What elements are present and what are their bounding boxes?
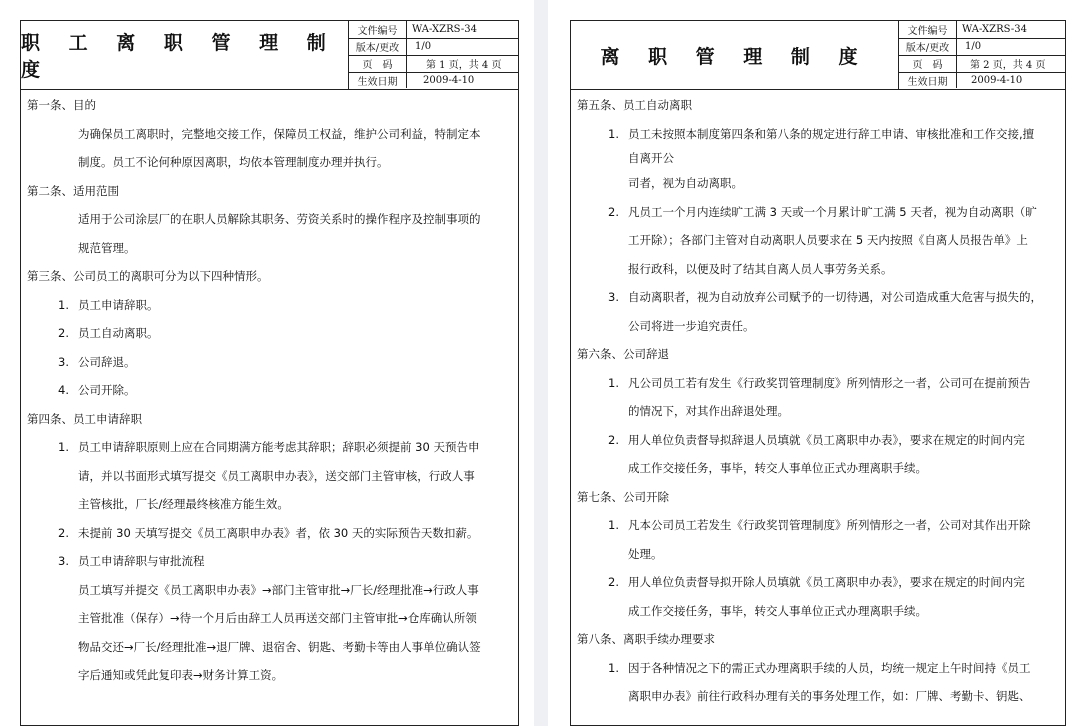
list-number: 4. <box>58 383 69 397</box>
meta-value: 2009-4-10 <box>423 74 475 86</box>
section-heading: 第六条、公司辞退 <box>577 347 669 361</box>
list-number: 1. <box>58 440 69 454</box>
paragraph-line: 员工填写并提交《员工离职申办表》→部门主管审批→厂长/经理批准→行政人事 <box>78 582 479 597</box>
doc-header <box>571 21 1065 90</box>
list-item-text: 用人单位负责督导拟开除人员填就《员工离职申办表》，要求在规定的时间内完 <box>628 575 1025 589</box>
list-item <box>577 568 1061 597</box>
paragraph-line: 处理。 <box>628 546 663 561</box>
doc-header <box>21 21 518 90</box>
doc-title: 离 职 管 理 制 度 <box>571 21 899 89</box>
list-number: 1. <box>58 297 69 312</box>
list-item <box>577 283 1061 312</box>
meta-value: 2009-4-10 <box>971 74 1023 86</box>
meta-value: 1/0 <box>965 41 982 52</box>
list-item <box>577 369 1061 398</box>
section-heading: 第八条、离职手续办理要求 <box>577 632 715 646</box>
meta-row-page <box>349 55 518 73</box>
doc-meta-table <box>349 21 518 89</box>
doc-title: 职 工 离 职 管 理 制 度 <box>21 21 349 89</box>
list-item-text: 员工申请辞职与审批流程 <box>78 554 205 568</box>
paragraph-line: 报行政科，以便及时了结其自离人员人事劳务关系。 <box>628 261 893 276</box>
meta-label: 版本/更改 <box>349 38 407 55</box>
list-number: 3. <box>608 290 619 304</box>
list-item-text: 员工未按照本制度第四条和第八条的规定进行辞工申请、审核批准和工作交接,擅 <box>628 126 1035 141</box>
list-item <box>27 291 514 320</box>
list-item-text: 未提前 30 天填写提交《员工离职申办表》者，依 30 天的实际预告天数扣薪。 <box>78 525 479 540</box>
paragraph-line: 主管批准（保存）→待一个月后由辞工人员再送交部门主管审批→仓库确认所领 <box>78 611 477 625</box>
doc-meta-table <box>899 21 1065 89</box>
list-item-text: 因于各种情况之下的需正式办理离职手续的人员，均统一规定上午时间持《员工 <box>628 660 1031 675</box>
list-item <box>27 319 514 348</box>
paragraph-line: 主管核批，厂长/经理最终核准方能生效。 <box>78 497 289 511</box>
list-item-text: 公司开除。 <box>78 383 136 397</box>
paragraph-line: 的情况下，对其作出辞退处理。 <box>628 404 789 418</box>
paragraph-line: 成工作交接任务，事毕，转交人事单位正式办理离职手续。 <box>628 603 927 618</box>
meta-value: WA-XZRS-34 <box>412 24 477 35</box>
section-heading: 第一条、目的 <box>27 98 96 112</box>
document-page-2 <box>548 0 1080 726</box>
paragraph-line: 制度。员工不论何种原因离职，均依本管理制度办理并执行。 <box>78 155 389 169</box>
section-heading: 第七条、公司开除 <box>577 489 669 504</box>
list-number: 2. <box>58 326 69 340</box>
section-heading: 第三条、公司员工的离职可分为以下四种情形。 <box>27 269 269 283</box>
page-frame <box>570 20 1066 726</box>
meta-row-date <box>899 72 1065 88</box>
meta-label: 文件编号 <box>899 21 957 38</box>
list-item <box>577 426 1061 455</box>
list-item-text: 凡本公司员工若发生《行政奖罚管理制度》所列情形之一者，公司对其作出开除 <box>628 518 1031 532</box>
list-item-text: 用人单位负责督导拟辞退人员填就《员工离职申办表》，要求在规定的时间内完 <box>628 432 1025 447</box>
list-item <box>27 433 514 462</box>
meta-value: 第 1 页，共 4 页 <box>426 60 502 71</box>
paragraph-line: 司者，视为自动离职。 <box>628 176 743 190</box>
meta-label: 生效日期 <box>899 72 957 88</box>
meta-value: WA-XZRS-34 <box>962 24 1027 35</box>
paragraph-line: 规范管理。 <box>78 240 136 255</box>
section-heading: 第二条、适用范围 <box>27 183 119 198</box>
paragraph-line: 请，并以书面形式填写提交《员工离职申办表》，送交部门主管审核，行政人事 <box>78 468 475 483</box>
list-number: 2. <box>608 575 619 589</box>
meta-row-doc-no <box>349 21 518 39</box>
list-number: 3. <box>58 354 69 369</box>
meta-row-version <box>899 38 1065 56</box>
list-number: 2. <box>608 204 619 219</box>
section-heading: 第四条、员工申请辞职 <box>27 411 142 426</box>
paragraph-line: 工开除）；各部门主管对自动离职人员要求在 5 天内按照《自离人员报告单》上 <box>628 233 1028 247</box>
paragraph-line: 适用于公司涂层厂的在职人员解除其职务、劳资关系时的操作程序及控制事项的 <box>78 212 481 226</box>
list-item <box>27 348 514 377</box>
list-number: 3. <box>58 554 69 568</box>
meta-row-page <box>899 55 1065 73</box>
meta-label: 页 码 <box>349 55 407 72</box>
meta-label: 页 码 <box>899 55 957 72</box>
meta-label: 生效日期 <box>349 72 407 88</box>
document-page-1 <box>0 0 534 726</box>
list-number: 1. <box>608 126 619 141</box>
list-item <box>27 519 514 548</box>
list-item-text: 凡员工一个月内连续旷工满 3 天或一个月累计旷工满 5 天者，视为自动离职（旷 <box>628 204 1037 219</box>
list-item <box>577 120 1061 149</box>
list-number: 2. <box>608 432 619 447</box>
paragraph-line: 离职申办表》前往行政科办理有关的事务处理工作，如：厂牌、考勤卡、钥匙、 <box>628 689 1031 703</box>
doc-body <box>577 91 1061 711</box>
list-item-text: 员工申请辞职。 <box>78 297 159 312</box>
paragraph-line: 公司将进一步追究责任。 <box>628 318 755 333</box>
list-item-text: 员工申请辞职原则上应在合同期满方能考虑其辞职；辞职必须提前 30 天预告申 <box>78 440 480 454</box>
list-item <box>577 511 1061 540</box>
meta-label: 版本/更改 <box>899 38 957 55</box>
meta-value: 1/0 <box>415 41 432 52</box>
list-item-text: 自动离职者，视为自动放弃公司赋予的一切待遇，对公司造成重大危害与损失的， <box>628 290 1042 304</box>
list-item <box>577 198 1061 227</box>
paragraph-line: 成工作交接任务，事毕，转交人事单位正式办理离职手续。 <box>628 461 927 475</box>
list-item <box>27 376 514 405</box>
list-item-text: 凡公司员工若有发生《行政奖罚管理制度》所列情形之一者，公司可在提前预告 <box>628 375 1031 390</box>
paragraph-line: 自离开公 <box>628 151 674 165</box>
list-item <box>27 547 514 576</box>
list-item-text: 公司辞退。 <box>78 354 136 369</box>
meta-label: 文件编号 <box>349 21 407 38</box>
meta-row-version <box>349 38 518 56</box>
list-number: 1. <box>608 375 619 390</box>
paragraph-line: 字后通知或凭此复印表→财务计算工资。 <box>78 668 284 682</box>
doc-body <box>27 91 514 690</box>
paragraph-line: 物品交还→厂长/经理批准→退厂牌、退宿舍、钥匙、考勤卡等由人事单位确认签 <box>78 639 481 654</box>
list-item-text: 员工自动离职。 <box>78 326 159 340</box>
meta-row-doc-no <box>899 21 1065 39</box>
meta-value: 第 2 页，共 4 页 <box>970 60 1046 71</box>
section-heading: 第五条、员工自动离职 <box>577 98 692 112</box>
list-item <box>577 654 1061 683</box>
page-frame <box>20 20 519 726</box>
meta-row-date <box>349 72 518 88</box>
list-number: 2. <box>58 525 69 540</box>
list-number: 1. <box>608 660 619 675</box>
list-number: 1. <box>608 518 619 532</box>
paragraph-line: 为确保员工离职时，完整地交接工作，保障员工权益，维护公司利益，特制定本 <box>78 126 481 141</box>
